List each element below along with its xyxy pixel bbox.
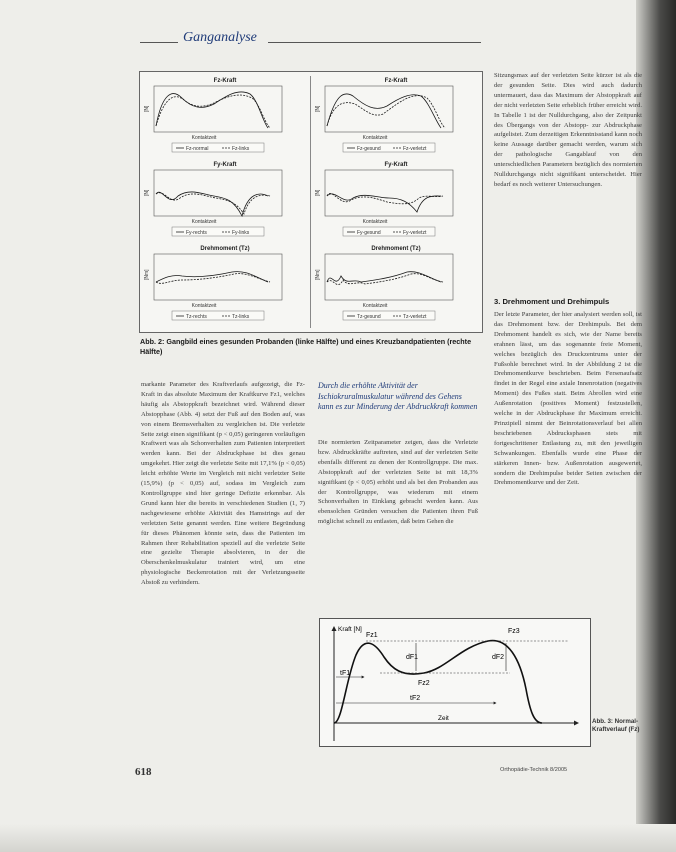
force-curve-line bbox=[334, 641, 542, 723]
gait-panel-6 bbox=[313, 242, 479, 324]
page-number: 618 bbox=[135, 766, 152, 778]
gait-panel-1 bbox=[142, 74, 308, 156]
gait-panel-3 bbox=[142, 158, 308, 240]
label-df1: dF1 bbox=[406, 654, 419, 661]
panel-curve-solid bbox=[156, 272, 268, 282]
panel-x-label: Kontaktzeit bbox=[191, 135, 217, 141]
figure1-caption: Abb. 2: Gangbild eines gesunden Probanden (linke Hälfte) und eines Kreuzbandpatienten (rechte Hälfte) bbox=[140, 337, 472, 356]
figure-divider bbox=[310, 76, 311, 328]
body-column-right-bottom: Der letzte Parameter, der hier analysiert werden soll, ist das Drehmoment bzw. der Drehimpuls. Bei dem Drehmoment handelt es sich, wie der Name bereits erahnen lässt, um das sogenannte freie Moment, welches bezüglich des Druckzentrums unter der Fußsohle berechnet wird. In der Abbildung 2 ist die Drehmomentkurve beschrieben. Beim Fersenaufsatz findet in der Regel eine axiale Innenrotation (negatives Moment) des Fußes statt. Beim Abrollen wird eine Außenrotation (positives Moment) festzustellen, welche in der Abdruckphase ihr Maximum erreicht. Prinzipiell nimmt der Beinrotationsverlauf bei allen beschriebenen Abdrucksphasen stets mit fortgeschrittener Entlastung zu, mit den jeweiligen Schwankungen. Ebenfalls wurde eine Phase der stärkeren Innen- bzw. Außenrotation ausgewertet, sondern die Drehimpulse beider Seiten zwischen der Drehmomentkurve und der Zeit. bbox=[494, 311, 642, 487]
body-column-middle: Die normierten Zeitparameter zeigen, dass die Verletzte bzw. Abdruckkräfte auftreten, sind auf der verletzten Seite ebenfalls different zu denen der Kontrollgruppe. Die max. Abstoppkraft auf der verletzten Seite ist mit 18,3% signifikant (p < 0,05) erhöht und als bei den Probanden aus der Kontrollgruppe, was wiederum mit einem Schonverhalten in Einklang gebracht werden kann. Aus ebensolchen Gründen versuchen die Patienten ihren Fuß möglichst schnell zu entlasten, daß beim Gehen die bbox=[318, 439, 478, 526]
panel-frame bbox=[154, 86, 282, 132]
panel-curve-dashed bbox=[327, 96, 445, 128]
gait-panel-4 bbox=[313, 158, 479, 240]
panel-title: Drehmoment (Tz) bbox=[371, 246, 421, 252]
body-column-right-top: Sitzungsmax auf der verletzten Seite kürzer ist als die der gesunden Seite. Dies wird auch dadurch untermauert, dass das Maximum der Abstoppkraft auf der nicht verletzten Seite erheblich früher erreicht wird. In Tabelle 1 ist der Nulldurchgang, also der Zeitpunkt des Übergangs von der Abstopp- zur Abdruckphase aufgelistet. Zum derzeitigen Erkenntnisstand kann noch keine Aussage darüber gemacht werden, warum sich der pathologische Gangablauf von den unterschiedlichen Parametern bezüglich des normierten Nulldurchgangs nicht signifikant unterscheidet. Hier bedarf es noch weiterer Untersuchungen. bbox=[494, 72, 642, 188]
panel-x-label: Kontaktzeit bbox=[191, 219, 217, 225]
x-axis-label: Zeit bbox=[438, 715, 449, 722]
gait-panel-chart bbox=[313, 158, 479, 240]
legend-entry: Tz-rechts bbox=[186, 314, 207, 320]
journal-footer: Orthopädie-Technik 8/2005 bbox=[500, 767, 568, 773]
running-header: Ganganalyse bbox=[183, 30, 257, 45]
panel-y-label: [Nm] bbox=[144, 269, 150, 280]
force-curve-diagram bbox=[320, 619, 590, 746]
panel-x-label: Kontaktzeit bbox=[362, 219, 388, 225]
gait-panel-5 bbox=[142, 242, 308, 324]
gait-panel-chart bbox=[313, 74, 479, 156]
legend-entry: Fz-links bbox=[232, 146, 250, 152]
legend-entry: Fy-verletzt bbox=[403, 230, 427, 236]
body-column-left: markante Parameter des Kraftverlaufs aufgezeigt, die Fz-Kraft in das absolute Maximum der Kraftkurve Fz1, welches häufig als Abstoppkraft bezeichnet wird. Während dieser Abstopphase (Abb. 4) setzt der Fuß auf den Boden auf, was von einem Bremsverhalten zu vergleichen ist. Die verletzte Seite zeigt einen signifikant (p < 0,05) geringeren vorläufigen Kraftwert was als Schonverhalten zum Patienten interpretiert werden kann. Bei der Abdruckphase ist dies genau umgekehrt. Hier zeigt die verletzte Seite mit 17,1% (p < 0,05) leicht erhöhte Werte im Vergleich mit nicht verletzter Seite (15,9%) (p < 0,05) auf, sodass im Vergleich zum Kontrollgruppe sind hier geringe Defizite erkennbar. Als Grund kann hier die bereits in verschiedenen Studien (1, 7) nachgewiesene erhöhte Aktivität des Hamstrings auf der verletzten Seite genannt werden. Eine weitere Begründung für dieses Phänomen könnte sein, dass die Patienten im Rahmen ihrer Rehabilitation speziell auf die verletzte Seite eine gezielte Therapie absolvieren, in der die Oberschenkelmuskulatur trainiert wird, um eine physiologische Beckenrotation mit der Verletzungsseite Abstoß zu verhindern. bbox=[141, 381, 305, 587]
page-bottom-shadow bbox=[0, 824, 676, 852]
panel-curve-solid bbox=[327, 94, 441, 128]
label-fz3: Fz3 bbox=[508, 628, 520, 635]
gait-panel-chart bbox=[313, 242, 479, 324]
panel-curve-solid bbox=[156, 192, 268, 216]
gait-panel-chart bbox=[142, 242, 308, 324]
panel-y-label: [N] bbox=[315, 189, 321, 196]
legend-entry: Fy-rechts bbox=[186, 230, 207, 236]
pull-quote: Durch die erhöhte Aktivität der Ischiokruralmuskulatur während des Gehens kann es zur Minderung der Abdruckkraft kommen bbox=[318, 381, 478, 411]
panel-x-label: Kontaktzeit bbox=[362, 135, 388, 141]
legend-entry: Tz-gesund bbox=[357, 314, 381, 320]
header-rule-left bbox=[140, 42, 178, 43]
panel-frame bbox=[154, 254, 282, 300]
panel-y-label: [N] bbox=[315, 105, 321, 112]
legend-entry: Tz-verletzt bbox=[403, 314, 427, 320]
legend-entry: Fy-gesund bbox=[357, 230, 381, 236]
gait-panel-chart bbox=[142, 74, 308, 156]
panel-curve-dashed bbox=[156, 95, 270, 128]
panel-title: Drehmoment (Tz) bbox=[200, 246, 250, 252]
panel-x-label: Kontaktzeit bbox=[191, 303, 217, 309]
panel-title: Fy-Kraft bbox=[213, 162, 237, 168]
panel-title: Fy-Kraft bbox=[384, 162, 408, 168]
label-df2: dF2 bbox=[492, 654, 505, 661]
legend-entry: Tz-links bbox=[232, 314, 250, 320]
panel-x-label: Kontaktzeit bbox=[362, 303, 388, 309]
panel-y-label: [N] bbox=[144, 189, 150, 196]
legend-entry: Fz-gesund bbox=[357, 146, 381, 152]
figure-gait-curves bbox=[139, 71, 483, 333]
legend-entry: Fy-links bbox=[232, 230, 250, 236]
panel-title: Fz-Kraft bbox=[384, 78, 408, 84]
panel-frame bbox=[325, 170, 453, 216]
label-tf2: tF2 bbox=[410, 695, 421, 702]
section-heading: 3. Drehmoment und Drehimpuls bbox=[494, 297, 610, 306]
panel-title: Fz-Kraft bbox=[213, 78, 237, 84]
figure-force-curve bbox=[319, 618, 591, 747]
figure2-caption: Abb. 3: Normal-Kraftverlauf (Fz) bbox=[592, 718, 640, 733]
y-axis-label: Kraft [N] bbox=[338, 626, 362, 633]
label-tf1: tF1 bbox=[340, 670, 351, 677]
panel-y-label: [Nm] bbox=[315, 269, 321, 280]
label-fz2: Fz2 bbox=[418, 680, 430, 687]
legend-entry: Fz-verletzt bbox=[403, 146, 427, 152]
panel-frame bbox=[325, 86, 453, 132]
gait-panel-chart bbox=[142, 158, 308, 240]
legend-entry: Fz-normal bbox=[186, 146, 209, 152]
panel-frame bbox=[154, 170, 282, 216]
panel-curve-solid bbox=[327, 272, 441, 282]
panel-y-label: [N] bbox=[144, 105, 150, 112]
header-rule-right bbox=[268, 42, 481, 43]
gait-panel-2 bbox=[313, 74, 479, 156]
label-fz1: Fz1 bbox=[366, 632, 378, 639]
